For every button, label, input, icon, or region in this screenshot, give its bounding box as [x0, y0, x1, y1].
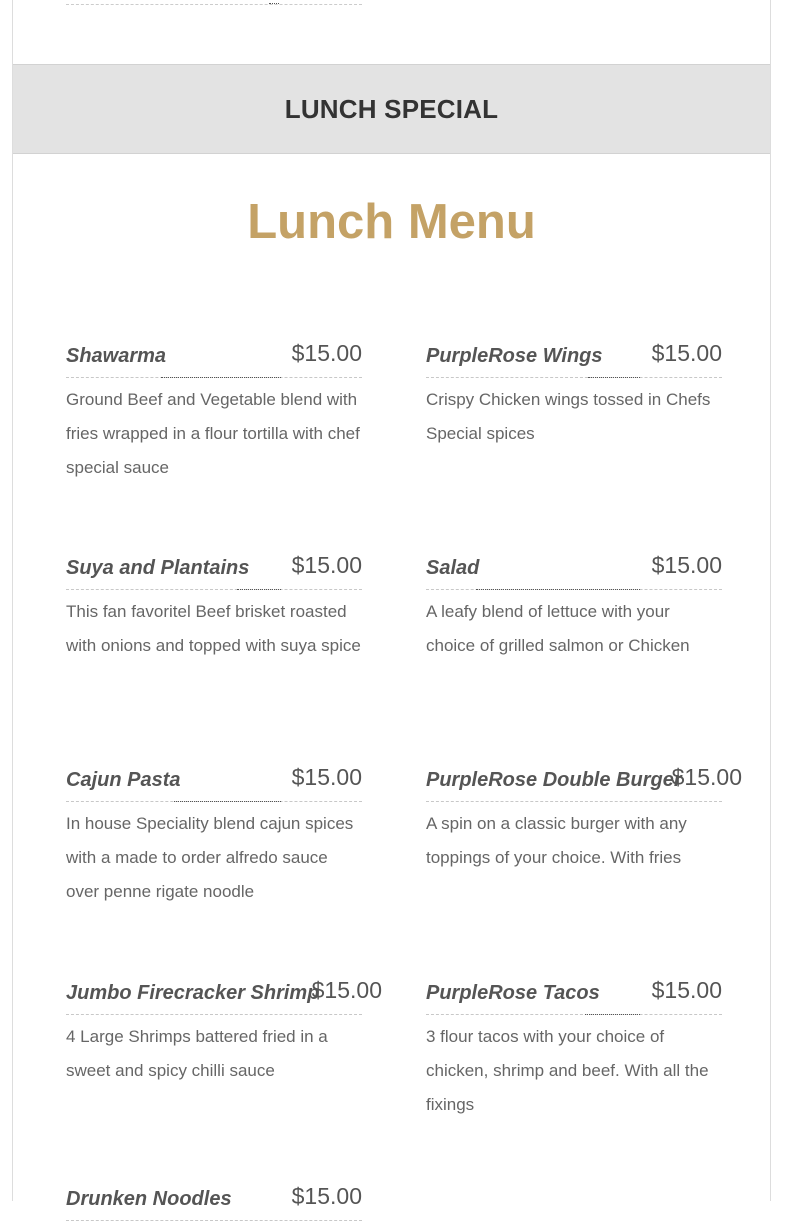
menu-item-name: Cajun Pasta [66, 769, 181, 791]
menu-item-header [66, 545, 362, 590]
menu-item-purplerose-tacos [426, 970, 722, 1122]
menu-item-header [66, 1176, 362, 1221]
menu-item-header [66, 333, 362, 378]
menu-item-drunken-noodles [66, 1176, 362, 1221]
menu-item-header [426, 545, 722, 590]
menu-title: Lunch Menu [247, 195, 536, 249]
menu-item-dots [476, 589, 640, 590]
menu-item-salad [426, 545, 722, 663]
menu-item-suya-and-plantains [66, 545, 362, 663]
previous-item-dots [269, 3, 279, 4]
menu-item-price: $15.00 [671, 764, 742, 790]
menu-item-description: Ground Beef and Vegetable blend with fries wrapped in a flour tortilla with chef special sauce [66, 390, 360, 477]
menu-item-header [66, 757, 362, 802]
menu-item-dots [588, 377, 640, 378]
menu-item-cajun-pasta [66, 757, 362, 909]
menu-item-description: 3 flour tacos with your choice of chicken, shrimp and beef. With all the fixings [426, 1027, 709, 1114]
menu-item-price: $15.00 [291, 552, 362, 578]
menu-item-price: $15.00 [651, 552, 722, 578]
menu-item-name: PurpleRose Double Burger [426, 769, 682, 791]
menu-item-description: A leafy blend of lettuce with your choice of grilled salmon or Chicken [426, 602, 690, 655]
menu-page [12, 0, 771, 1210]
menu-item-price: $15.00 [651, 977, 722, 1003]
menu-item-name: Suya and Plantains [66, 557, 250, 579]
menu-item-description: 4 Large Shrimps battered fried in a sweet and spicy chilli sauce [66, 1027, 328, 1080]
menu-item-name: Drunken Noodles [66, 1188, 232, 1210]
menu-item-header [426, 757, 742, 802]
menu-item-dots [174, 801, 281, 802]
menu-item-description: This fan favoritel Beef brisket roasted with onions and topped with suya spice [66, 602, 361, 655]
menu-item-shawarma [66, 333, 362, 485]
menu-item-name: PurpleRose Wings [426, 345, 603, 367]
menu-item-dots [161, 377, 281, 378]
menu-item-price: $15.00 [291, 1183, 362, 1209]
menu-item-price: $15.00 [291, 764, 362, 790]
menu-item-name: Jumbo Firecracker Shrimp [66, 982, 320, 1004]
menu-item-header [426, 333, 722, 378]
menu-item-name: Salad [426, 557, 480, 579]
previous-item-divider [66, 4, 362, 5]
menu-item-dots [237, 589, 281, 590]
menu-item-jumbo-firecracker-shrimp [66, 970, 382, 1088]
menu-item-price: $15.00 [651, 340, 722, 366]
menu-item-name: Shawarma [66, 345, 167, 367]
menu-item-description: A spin on a classic burger with any toppings of your choice. With fries [426, 814, 687, 867]
menu-item-dots [585, 1014, 640, 1015]
section-header [13, 64, 770, 154]
menu-item-header [66, 970, 382, 1015]
menu-item-price: $15.00 [311, 977, 382, 1003]
menu-item-purplerose-double-burger [426, 757, 742, 875]
menu-item-purplerose-wings [426, 333, 722, 451]
menu-item-price: $15.00 [291, 340, 362, 366]
section-title: LUNCH SPECIAL [284, 93, 499, 124]
menu-item-description: Crispy Chicken wings tossed in Chefs Special spices [426, 390, 711, 443]
menu-item-description: In house Speciality blend cajun spices with a made to order alfredo sauce over penne rigate noodle [66, 814, 354, 901]
menu-item-header [426, 970, 722, 1015]
menu-item-name: PurpleRose Tacos [426, 982, 600, 1004]
